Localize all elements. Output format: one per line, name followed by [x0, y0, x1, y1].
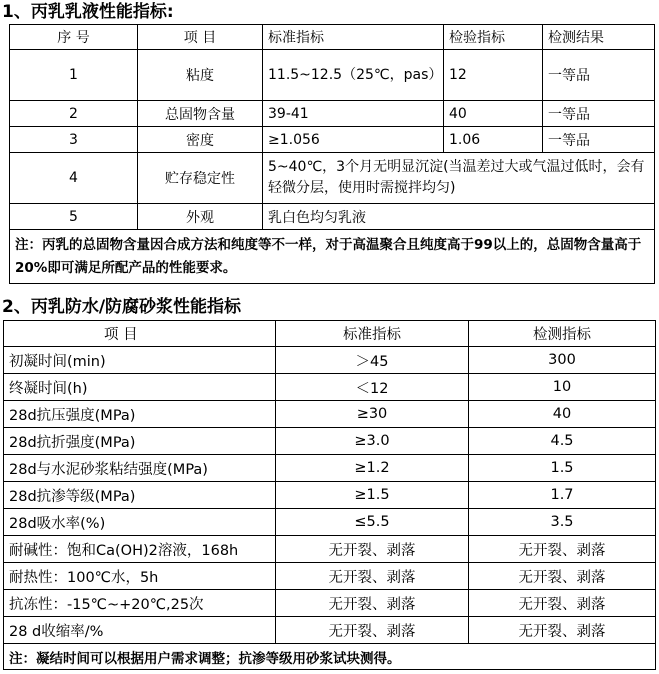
row-standard: ＜12 — [276, 374, 469, 401]
header-standard: 标准指标 — [263, 25, 444, 50]
table-row — [4, 617, 656, 644]
row-item: 抗冻性：-15℃~+20℃,25次 — [4, 590, 276, 617]
row-test: 1.5 — [469, 455, 656, 482]
header-test: 检验指标 — [444, 25, 543, 50]
row-item: 外观 — [138, 204, 263, 230]
row-standard: 乳白色均匀乳液 — [263, 204, 655, 230]
row-test: 无开裂、剥落 — [469, 617, 656, 644]
row-standard: ≥30 — [276, 401, 469, 428]
row-test: 300 — [469, 347, 656, 374]
table-header-row — [4, 321, 656, 347]
row-result: 一等品 — [543, 127, 655, 153]
table-row — [10, 101, 655, 127]
row-item: 粘度 — [138, 50, 263, 101]
row-item: 初凝时间(min) — [4, 347, 276, 374]
row-item: 28d抗压强度(MPa) — [4, 401, 276, 428]
row-item: 贮存稳定性 — [138, 153, 263, 204]
row-item: 28 d收缩率/% — [4, 617, 276, 644]
row-test: 1.06 — [444, 127, 543, 153]
section1-note: 注：丙乳的总固物含量因合成方法和纯度等不一样，对于高温聚合且纯度高于99以上的，总固物含量高于20%即可满足所配产品的性能要求。 — [10, 230, 655, 284]
header-test: 检测指标 — [469, 321, 656, 347]
table-row — [4, 536, 656, 563]
row-standard: 11.5~12.5（25℃，pas） — [263, 50, 444, 101]
row-standard: 5~40℃，3个月无明显沉淀(当温差过大或气温过低时，会有轻微分层，使用时需搅拌均匀) — [263, 153, 655, 204]
row-item: 28d与水泥砂浆粘结强度(MPa) — [4, 455, 276, 482]
row-standard: 无开裂、剥落 — [276, 590, 469, 617]
header-result: 检测结果 — [543, 25, 655, 50]
table-header-row — [10, 25, 655, 50]
row-test: 1.7 — [469, 482, 656, 509]
row-standard: ≥1.056 — [263, 127, 444, 153]
row-item: 终凝时间(h) — [4, 374, 276, 401]
row-test: 40 — [469, 401, 656, 428]
note-row — [4, 644, 656, 670]
row-standard: ≥1.5 — [276, 482, 469, 509]
row-test: 10 — [469, 374, 656, 401]
row-test: 无开裂、剥落 — [469, 590, 656, 617]
row-result: 一等品 — [543, 50, 655, 101]
row-no: 3 — [10, 127, 138, 153]
row-item: 28d吸水率(%) — [4, 509, 276, 536]
table-row — [4, 482, 656, 509]
row-item: 28d抗渗等级(MPa) — [4, 482, 276, 509]
table-row — [4, 509, 656, 536]
table-row — [4, 563, 656, 590]
row-test: 4.5 — [469, 428, 656, 455]
row-result: 一等品 — [543, 101, 655, 127]
row-standard: ≤5.5 — [276, 509, 469, 536]
row-item: 28d抗折强度(MPa) — [4, 428, 276, 455]
row-standard: 无开裂、剥落 — [276, 536, 469, 563]
row-test: 40 — [444, 101, 543, 127]
header-no: 序 号 — [10, 25, 138, 50]
section1-title: 1、丙乳乳液性能指标: — [2, 2, 174, 22]
header-item: 项 目 — [138, 25, 263, 50]
row-standard: 无开裂、剥落 — [276, 563, 469, 590]
row-item: 耐热性：100℃水，5h — [4, 563, 276, 590]
note-row — [10, 230, 655, 284]
row-test: 12 — [444, 50, 543, 101]
table-row — [4, 590, 656, 617]
table-row — [10, 153, 655, 204]
row-no: 2 — [10, 101, 138, 127]
table-row — [4, 347, 656, 374]
section2-title: 2、丙乳防水/防腐砂浆性能指标 — [2, 297, 242, 317]
section2-note: 注：凝结时间可以根据用户需求调整；抗渗等级用砂浆试块测得。 — [4, 644, 656, 670]
row-item: 总固物含量 — [138, 101, 263, 127]
table-row — [4, 401, 656, 428]
row-no: 1 — [10, 50, 138, 101]
row-no: 4 — [10, 153, 138, 204]
row-standard: 39-41 — [263, 101, 444, 127]
table-row — [4, 428, 656, 455]
row-standard: ≥3.0 — [276, 428, 469, 455]
row-test: 3.5 — [469, 509, 656, 536]
table-row — [4, 455, 656, 482]
row-test: 无开裂、剥落 — [469, 563, 656, 590]
emulsion-spec-table — [9, 24, 655, 284]
table-row — [10, 204, 655, 230]
row-item: 耐碱性：饱和Ca(OH)2溶液，168h — [4, 536, 276, 563]
row-no: 5 — [10, 204, 138, 230]
header-standard: 标准指标 — [276, 321, 469, 347]
mortar-spec-table — [3, 320, 656, 670]
table-row — [10, 50, 655, 101]
row-standard: ≥1.2 — [276, 455, 469, 482]
row-test: 无开裂、剥落 — [469, 536, 656, 563]
row-item: 密度 — [138, 127, 263, 153]
table-row — [4, 374, 656, 401]
row-standard: ＞45 — [276, 347, 469, 374]
row-standard: 无开裂、剥落 — [276, 617, 469, 644]
header-item: 项 目 — [4, 321, 276, 347]
table-row — [10, 127, 655, 153]
